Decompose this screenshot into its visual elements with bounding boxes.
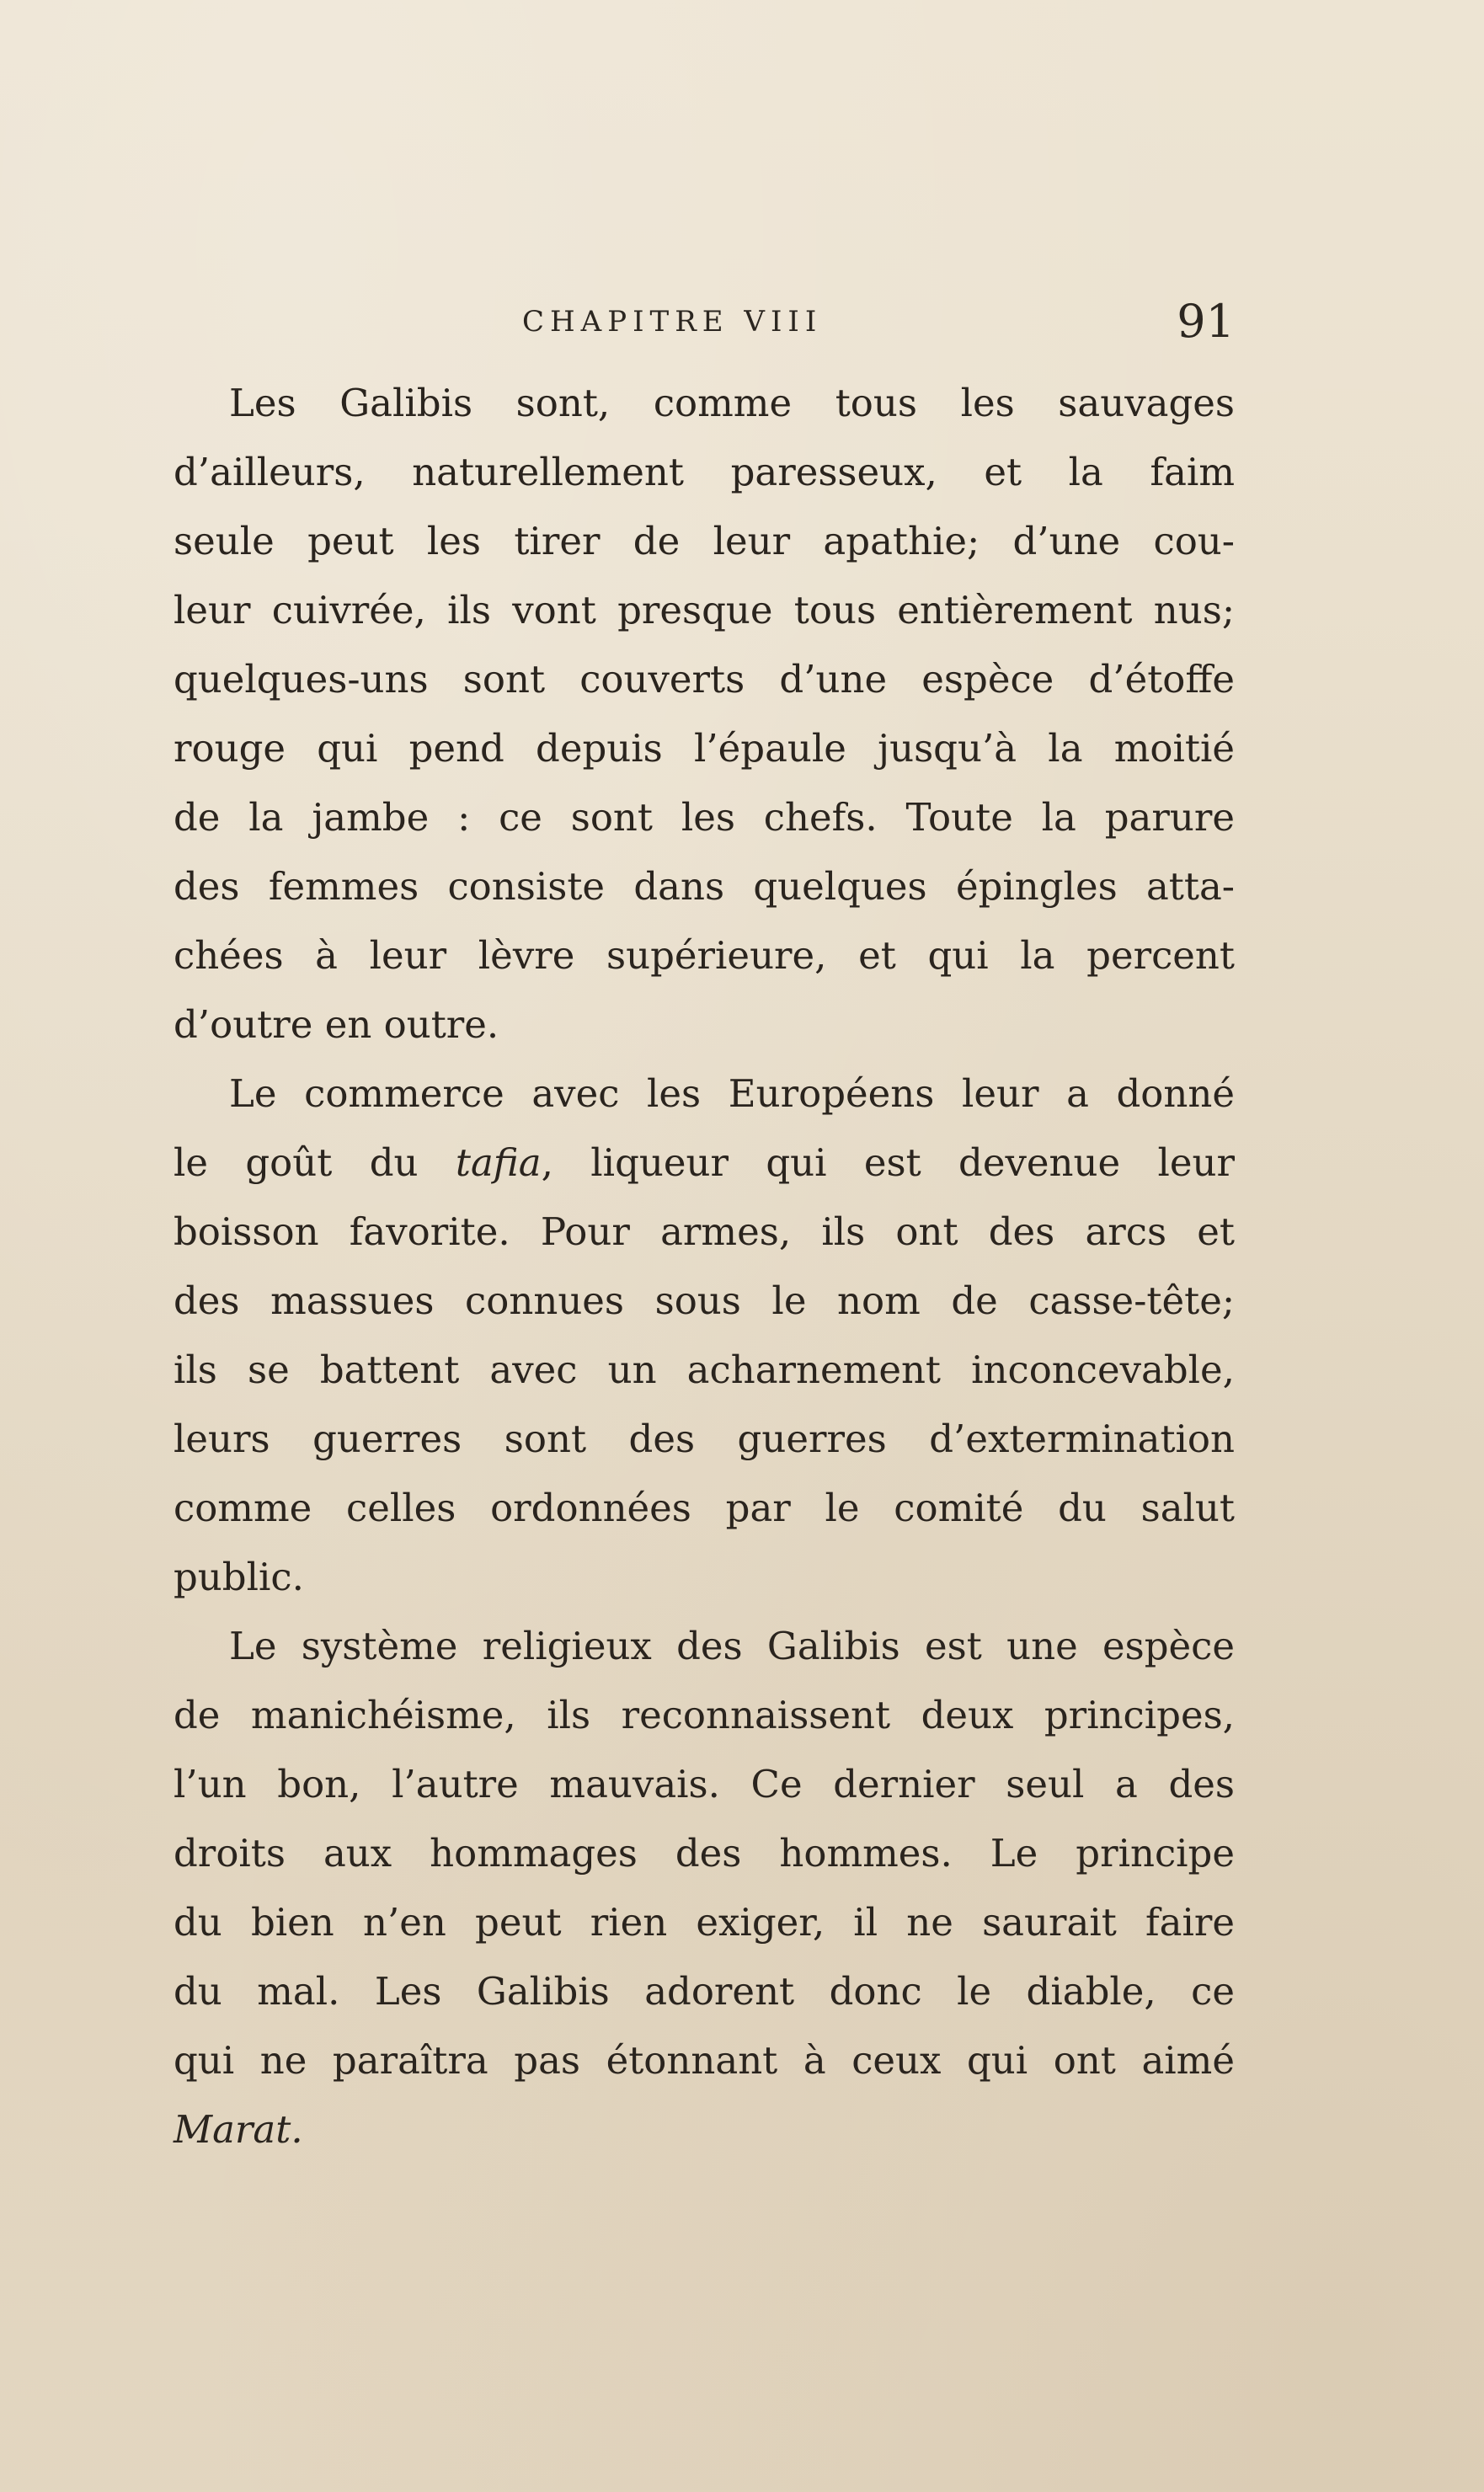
text-line: du mal. Les Galibis adorent donc le diable, ce xyxy=(173,1969,1235,2014)
text-line: chées à leur lèvre supérieure, et qui la percent xyxy=(173,933,1235,978)
page-number: 91 xyxy=(1177,295,1235,348)
text-line: d’ailleurs, naturellement paresseux, et la faim xyxy=(173,450,1235,494)
text-line: d’outre en outre. xyxy=(173,1002,499,1047)
text-line: ils se battent avec un acharnement inconcevable, xyxy=(173,1347,1235,1392)
italic-name: Marat. xyxy=(173,2107,303,2152)
text-line-with-italic xyxy=(173,2095,1235,2164)
text-line: Le système religieux des Galibis est une espèce xyxy=(229,1624,1235,1668)
text-line: des massues connues sous le nom de casse-tête; xyxy=(173,1278,1235,1323)
text-run: le goût du xyxy=(173,1140,456,1185)
italic-term: tafia xyxy=(455,1140,542,1185)
text-line: du bien n’en peut rien exiger, il ne saurait faire xyxy=(173,1900,1235,1945)
paragraph-2 xyxy=(173,1059,1235,1612)
text-line: des femmes consiste dans quelques épingles atta- xyxy=(173,864,1235,909)
running-head xyxy=(173,295,1235,362)
chapter-title: CHAPITRE VIII xyxy=(522,305,823,339)
paragraph-1 xyxy=(173,369,1235,1059)
text-line: qui ne paraîtra pas étonnant à ceux qui ont aimé xyxy=(173,2038,1235,2083)
text-line: l’un bon, l’autre mauvais. Ce dernier seul a des xyxy=(173,1762,1235,1806)
text-run: , liqueur qui est devenue leur xyxy=(541,1140,1235,1185)
text-line: leur cuivrée, ils vont presque tous entièrement nus; xyxy=(173,588,1235,632)
text-line: de la jambe : ce sont les chefs. Toute la parure xyxy=(173,795,1235,840)
text-line: rouge qui pend depuis l’épaule jusqu’à la moitié xyxy=(173,726,1235,771)
text-line: Le commerce avec les Européens leur a donné xyxy=(229,1071,1235,1116)
text-line-with-italic xyxy=(173,1129,1235,1198)
text-line: public. xyxy=(173,1555,304,1599)
text-line: leurs guerres sont des guerres d’extermination xyxy=(173,1417,1235,1461)
text-line: Les Galibis sont, comme tous les sauvages xyxy=(229,381,1235,425)
body-text xyxy=(173,369,1235,2164)
text-line: quelques-uns sont couverts d’une espèce d’étoffe xyxy=(173,657,1235,702)
text-line: droits aux hommages des hommes. Le principe xyxy=(173,1831,1235,1876)
text-line: de manichéisme, ils reconnaissent deux principes, xyxy=(173,1693,1235,1737)
text-line: boisson favorite. Pour armes, ils ont des arcs et xyxy=(173,1209,1235,1254)
paragraph-3 xyxy=(173,1612,1235,2164)
text-line: comme celles ordonnées par le comité du salut xyxy=(173,1486,1235,1530)
text-line: seule peut les tirer de leur apathie; d’une cou- xyxy=(173,519,1235,563)
